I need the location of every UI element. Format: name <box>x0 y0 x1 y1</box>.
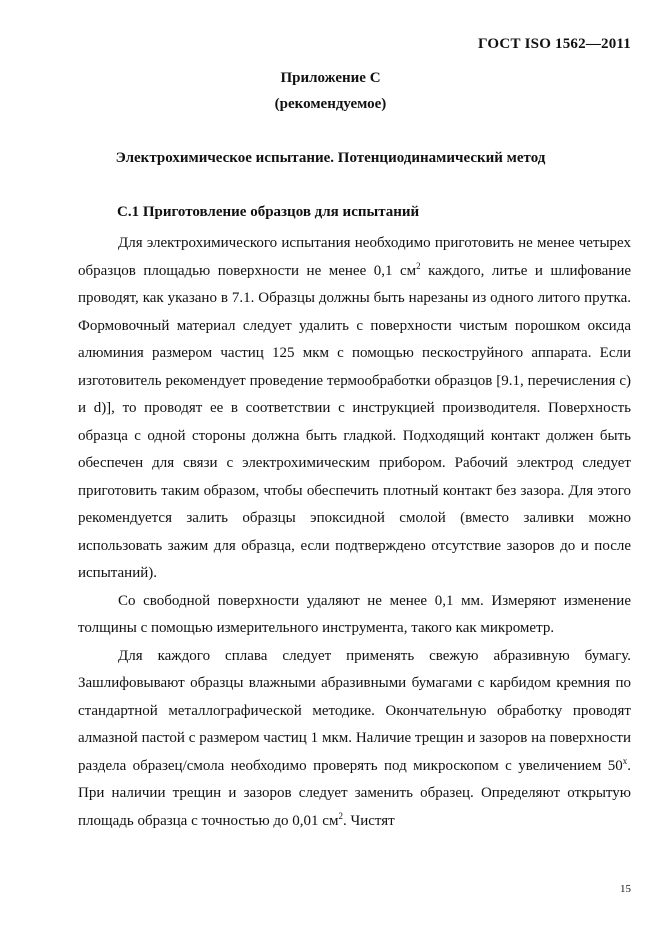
annex-subtitle: (рекомендуемое) <box>274 96 387 112</box>
page-number: 15 <box>620 883 631 895</box>
paragraph-3-text-b: . При наличии трещин и зазоров следует заменить образец. Определяют открытую площадь образца с точностью до 0,01 см <box>78 757 631 829</box>
paragraph-3-text-c: . Чистят <box>342 812 395 829</box>
document-code: ГОСТ ISO 1562—2011 <box>478 36 631 52</box>
paragraph-1-text-b: каждого, литье и шлифование проводят, как указано в 7.1. Образцы должны быть нарезаны из одного литого прутка. Формовочный материал следует удалить с поверхности чистым порошком оксида алюминия размером частиц 125 мкм с помощью пескоструйного аппарата. Если изготовитель рекомендует проведение термообработки образцов [9.1, перечисления c) и d)], то проводят ее в соответствии с инструкцией производителя. Поверхность образца с одной стороны должна быть гладкой. Подходящий контакт должен быть обеспечен для связи с электрохимическим прибором. Рабочий электрод следует приготовить таким образом, чтобы обеспечить плотный контакт без зазора. Для этого рекомендуется залить образцы эпоксидной смолой (вместо заливки можно использовать зажим для образца, если подтверждено отсутствие зазоров до и после испытаний). <box>78 262 631 581</box>
superscript-squared: 2 <box>338 810 343 821</box>
annex-title: Приложение С <box>280 70 381 86</box>
annex-main-title: Электрохимическое испытание. Потенциодинамический метод <box>115 150 546 166</box>
paragraph-1 <box>78 230 631 588</box>
section-heading: С.1 Приготовление образцов для испытаний <box>117 204 420 220</box>
paragraph-1-text-a: Для электрохимического испытания необходимо приготовить не менее четырех образцов площадью поверхности не менее 0,1 см <box>78 235 631 279</box>
paragraph-3 <box>78 643 631 836</box>
paragraph-2: Со свободной поверхности удаляют не менее 0,1 мм. Измеряют изменение толщины с помощью измерительного инструмента, такого как микрометр. <box>78 592 631 636</box>
superscript-magnification: х <box>622 755 628 766</box>
body-text <box>78 230 631 835</box>
paragraph-3-text-a: Для каждого сплава следует применять свежую абразивную бумагу. Зашлифовывают образцы влажными абразивными бумагами с карбидом кремния по стандартной металлографической методике. Окончательную обработку проводят алмазной пастой с размером частиц 1 мкм. Наличие трещин и зазоров на поверхности раздела образец/смола необходимо проверять под микроскопом с увеличением 50 <box>78 647 631 774</box>
superscript-squared: 2 <box>416 260 421 271</box>
